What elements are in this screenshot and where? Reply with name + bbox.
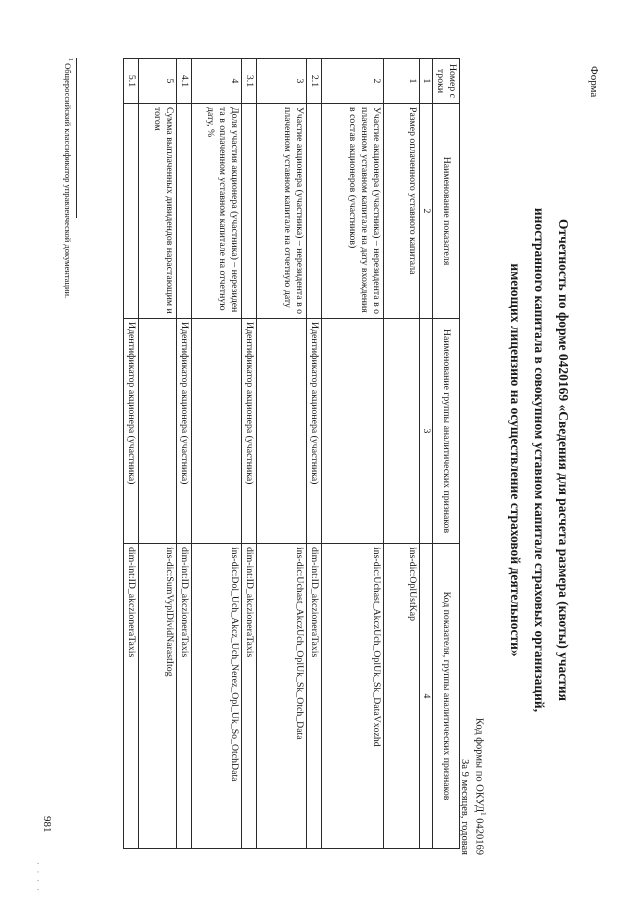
header-indicator-name: Наименование показателя [433,104,460,319]
indicator-code: dim-int:ID_akczioneraTaxis [307,544,322,849]
table-row [192,59,242,849]
indicator-name [124,104,139,319]
indicator-name [177,104,192,319]
table-row [307,59,322,849]
table-row [242,59,257,849]
indicator-code: ins-dic:Dol_Uch_Akcz_Uch_Nerez_Opl_Uk_So_OtchData [192,544,242,849]
indicator-name: Участие акционера (участника) – нерезидента в оплаченном уставном капитале на отчетную дату [257,104,307,319]
group-name: Идентификатор акционера (участника) [307,319,322,544]
index-cell: 2 [420,104,433,319]
form-label: Форма [588,66,600,98]
indicators-table [123,58,460,849]
report-period: За 9 месяцев, годовая [459,759,471,855]
row-number: 2 [322,59,384,104]
group-name [384,319,420,544]
row-number: 3 [257,59,307,104]
document-title [503,150,575,770]
indicator-code: dim-int:ID_akczioneraTaxis [177,544,192,849]
indicator-name: Сумма выплаченных дивидендов нарастающим итогом [139,104,177,319]
table-row [322,59,384,849]
header-code: Код показателя, группы аналитических признаков [433,544,460,849]
indicator-code: ins-dic:Uchast_AkczUch_OplUk_Sk_DataVxozhd [322,544,384,849]
okud-line [472,655,491,855]
indicator-name: Участие акционера (участника) – нерезидента в оплаченном уставном капитале на дату вхождения в состав акционеров (участников) [322,104,384,319]
table-row [384,59,420,849]
row-number: 1 [384,59,420,104]
row-number: 4.1 [177,59,192,104]
index-cell: 3 [420,319,433,544]
footnote-marker: 1 [66,58,73,61]
row-number: 5.1 [124,59,139,104]
group-name: Идентификатор акционера (участника) [124,319,139,544]
group-name [322,319,384,544]
indicator-name [242,104,257,319]
indicator-name: Доля участия акционера (участника) – нерезидента в оплаченном уставном капитале на отчетную дату, % [192,104,242,319]
header-group-name: Наименование группы аналитических признаков [433,319,460,544]
table-row [124,59,139,849]
index-cell: 4 [420,544,433,849]
group-name [192,319,242,544]
table-header-row [433,59,460,849]
okud-code: 0420169 [473,818,485,855]
indicator-code: ins-dic:SumVyplDividNarastItog [139,544,177,849]
title-line-3: имеющих лицензию на осуществление страховой деятельности» [508,263,523,657]
indicator-code: dim-int:ID_akczioneraTaxis [124,544,139,849]
indicator-name: Размер оплаченного уставного капитала [384,104,420,319]
page-number: 981 [41,816,53,833]
group-name: Идентификатор акционера (участника) [242,319,257,544]
okud-block [458,655,491,855]
index-cell: 1 [420,59,433,104]
title-line-2: иностранного капитала в совокупном уставном капитале страховых организаций, [532,207,547,713]
title-line-1: Отчетность по форме 0420169 «Сведения для расчета размера (квоты) участия [556,219,571,701]
group-name: Идентификатор акционера (участника) [177,319,192,544]
indicator-code: ins-dic:Uchast_AkczUch_OplUk_Sk_Otch_Data [257,544,307,849]
table-row [139,59,177,849]
group-name [139,319,177,544]
group-name [257,319,307,544]
indicator-name [307,104,322,319]
indicator-code: dim-int:ID_akczioneraTaxis [242,544,257,849]
footnote [63,58,73,298]
footnote-text: Общероссийский классификатор управленческой документации. [63,63,73,299]
row-number: 4 [192,59,242,104]
footnote-divider [76,58,77,218]
table-row [177,59,192,849]
row-number: 5 [139,59,177,104]
table-index-row [420,59,433,849]
indicator-code: ins-dic:OplUstKap [384,544,420,849]
row-number: 2.1 [307,59,322,104]
table-row [257,59,307,849]
row-number: 3.1 [242,59,257,104]
header-row-number: Номер строки [433,59,460,104]
scan-marks: · · · · [33,862,42,893]
okud-label: Код формы по ОКУД [473,717,485,813]
okud-footnote-ref: 1 [479,812,487,816]
